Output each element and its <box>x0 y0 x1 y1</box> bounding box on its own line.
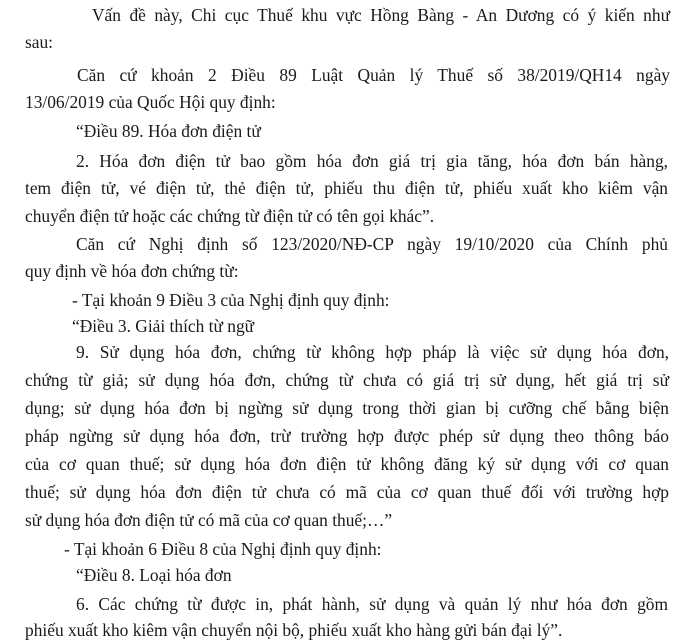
paragraph-line-3: Căn cứ khoản 2 Điều 89 Luật Quản lý Thuế số 38/2019/QH14 ngày <box>77 65 670 85</box>
paragraph-line-7: tem điện tử, vé điện tử, thẻ điện tử, phiếu thu điện tử, phiếu xuất kho kiêm vận <box>25 178 668 198</box>
paragraph-line-13: 9. Sử dụng hóa đơn, chứng từ không hợp pháp là việc sử dụng hóa đơn, <box>76 342 669 362</box>
paragraph-line-17: của cơ quan thuế; sử dụng hóa đơn điện tử không đăng ký sử dụng với cơ quan <box>25 454 669 474</box>
paragraph-line-8: chuyển điện tử hoặc các chứng từ điện tử có tên gọi khác”. <box>25 206 435 226</box>
quote-heading-3: “Điều 8. Loại hóa đơn <box>76 565 232 585</box>
paragraph-line-11: - Tại khoản 9 Điều 3 của Nghị định quy định: <box>72 290 390 310</box>
paragraph-line-10: quy định về hóa đơn chứng từ: <box>25 261 239 281</box>
paragraph-line-22: 6. Các chứng từ được in, phát hành, sử dụng và quản lý như hóa đơn gồm <box>76 594 668 614</box>
paragraph-line-19: sử dụng hóa đơn điện tử có mã của cơ quan thuế;…” <box>25 510 393 530</box>
paragraph-line-20: - Tại khoản 6 Điều 8 của Nghị định quy định: <box>64 539 382 559</box>
paragraph-line-23: phiếu xuất kho kiêm vận chuyển nội bộ, phiếu xuất kho hàng gửi bán đại lý”. <box>25 620 563 640</box>
paragraph-line-14: chứng từ giả; sử dụng hóa đơn, chứng từ chưa có giá trị sử dụng, hết giá trị sử <box>25 370 669 390</box>
paragraph-line-2: sau: <box>25 32 54 52</box>
paragraph-line-6: 2. Hóa đơn điện tử bao gồm hóa đơn giá trị gia tăng, hóa đơn bán hàng, <box>76 151 668 171</box>
quote-heading-2: “Điều 3. Giải thích từ ngữ <box>72 316 255 336</box>
paragraph-line-1: Vấn đề này, Chi cục Thuế khu vực Hồng Bàng - An Dương có ý kiến như <box>92 5 670 25</box>
paragraph-line-9: Căn cứ Nghị định số 123/2020/NĐ-CP ngày 19/10/2020 của Chính phủ <box>76 234 668 254</box>
paragraph-line-18: thuế; sử dụng hóa đơn điện tử chưa có mã của cơ quan thuế đối với trường hợp <box>25 482 669 502</box>
paragraph-line-16: pháp ngừng sử dụng hóa đơn, trừ trường hợp được phép sử dụng theo thông báo <box>25 426 669 446</box>
quote-heading-1: “Điều 89. Hóa đơn điện tử <box>76 121 261 141</box>
paragraph-line-15: dụng; sử dụng hóa đơn bị ngừng sử dụng trong thời gian bị cưỡng chế bằng biện <box>25 398 669 418</box>
paragraph-line-4: 13/06/2019 của Quốc Hội quy định: <box>25 92 276 112</box>
